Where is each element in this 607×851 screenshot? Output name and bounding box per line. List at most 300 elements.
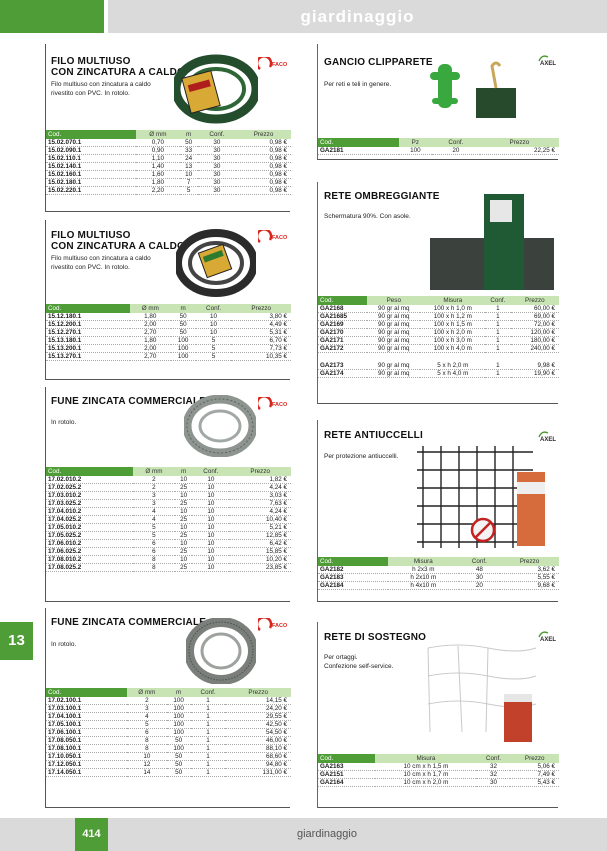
bird-net-image: [413, 442, 553, 550]
table-cell: 100: [167, 745, 191, 753]
table-cell: 100 x h 4,0 m: [420, 345, 485, 353]
table-cell: 17.06.010.2: [46, 540, 133, 548]
product-description: Filo multiuso con zincatura a caldo: [51, 81, 151, 88]
column-header: Prezzo: [500, 557, 559, 566]
table-cell: 1: [191, 729, 226, 737]
table-cell: 8: [127, 737, 166, 745]
table-cell: 30: [198, 155, 236, 163]
table-row: [318, 362, 559, 370]
table-cell: 7,49 €: [510, 771, 559, 779]
svg-text:FACO: FACO: [272, 402, 288, 408]
product-description: Filo multiuso con zincatura a caldo: [51, 255, 151, 262]
table-cell: 0,90: [136, 147, 180, 155]
table-cell: 17.14.050.1: [46, 769, 127, 777]
svg-text:FACO: FACO: [272, 623, 288, 629]
table-cell: 17.12.050.1: [46, 761, 127, 769]
table-cell: 9,98 €: [511, 362, 559, 370]
column-header: Pz: [399, 138, 432, 147]
product-description: Per reti e teli in genere.: [324, 81, 392, 88]
table-cell: 1: [191, 761, 226, 769]
table-cell: 10: [196, 313, 232, 321]
table-cell: 5,06 €: [510, 763, 559, 771]
product-panel-fune-2: [45, 608, 290, 808]
product-panel-rete-ombreggiante: [317, 182, 558, 404]
table-cell: 15.02.090.1: [46, 147, 136, 155]
page-number: 414: [75, 818, 108, 851]
table-cell: 32: [476, 771, 510, 779]
table-cell: 54,50 €: [225, 729, 291, 737]
clip-hook-image: [428, 58, 520, 122]
table-cell: 50: [167, 753, 191, 761]
product-title: FILO MULTIUSO: [51, 230, 131, 241]
product-title: FUNE ZINCATA COMMERCIALE: [51, 617, 207, 628]
table-cell: 72,00 €: [511, 321, 559, 329]
table-cell: GA2173: [318, 362, 367, 370]
product-panel-rete-antiuccelli: [317, 420, 558, 602]
table-row: [46, 500, 291, 508]
table-cell: 29,55 €: [225, 713, 291, 721]
table-cell: 24,20 €: [225, 705, 291, 713]
table-cell: 10: [192, 492, 229, 500]
product-description-line2: Confezione self-service.: [324, 663, 394, 670]
table-cell: 69,00 €: [511, 313, 559, 321]
table-cell: 24: [180, 155, 198, 163]
table-cell: 3,62 €: [500, 566, 559, 574]
table-cell: 90 gr al mq: [367, 362, 420, 370]
table-cell: 20: [459, 582, 500, 590]
table-row: [46, 139, 291, 147]
product-panel-fune-1: [45, 387, 290, 602]
product-table: [46, 304, 291, 361]
table-cell: h 2x10 m: [388, 574, 459, 582]
product-description: Per ortaggi.: [324, 654, 358, 661]
column-header: Cod.: [46, 304, 130, 313]
table-cell: 90 gr al mq: [367, 305, 420, 313]
table-cell: 13: [180, 163, 198, 171]
table-row: [46, 147, 291, 155]
table-cell: 1: [191, 713, 226, 721]
table-cell: h 2x3 m: [388, 566, 459, 574]
table-cell: 17.02.010.2: [46, 476, 133, 484]
table-cell: 0,98 €: [236, 139, 291, 147]
table-row: [318, 779, 559, 787]
svg-text:AXEL: AXEL: [540, 637, 557, 643]
table-cell: 3: [133, 500, 175, 508]
column-header: Ø mm: [130, 304, 171, 313]
table-cell: 15.02.140.1: [46, 163, 136, 171]
table-cell: 60,00 €: [511, 305, 559, 313]
table-cell: 15.13.270.1: [46, 353, 130, 361]
table-cell: 15.02.220.1: [46, 187, 136, 195]
table-cell: 25: [175, 532, 192, 540]
table-row: [318, 313, 559, 321]
column-header: Prezzo: [510, 754, 559, 763]
table-cell: 17.04.010.2: [46, 508, 133, 516]
table-cell: 3,03 €: [229, 492, 291, 500]
table-cell: 1: [191, 737, 226, 745]
table-cell: 10: [127, 753, 166, 761]
table-cell: 90 gr al mq: [367, 337, 420, 345]
header-accent: [0, 0, 104, 33]
product-title-line2: CON ZINCATURA A CALDO: [51, 67, 185, 78]
table-cell: 22,25 €: [480, 147, 559, 155]
table-cell: 5: [196, 353, 232, 361]
table-cell: 10: [192, 532, 229, 540]
column-header: Cod.: [318, 296, 367, 305]
product-table: [46, 130, 291, 195]
table-cell: [511, 353, 559, 362]
table-cell: 100 x h 1,0 m: [420, 305, 485, 313]
table-row: [46, 329, 291, 337]
table-cell: 19,90 €: [511, 369, 559, 377]
table-cell: 30: [198, 163, 236, 171]
column-header: Conf.: [198, 130, 236, 139]
support-net-image: [418, 632, 538, 744]
table-cell: 50: [171, 313, 196, 321]
table-cell: 5,55 €: [500, 574, 559, 582]
table-cell: 90 gr al mq: [367, 313, 420, 321]
table-cell: 17.02.100.1: [46, 697, 127, 705]
column-header: Misura: [388, 557, 459, 566]
product-table: [318, 296, 559, 378]
table-cell: 50: [171, 321, 196, 329]
table-cell: 1,10: [136, 155, 180, 163]
table-cell: 3: [127, 705, 166, 713]
column-header: Prezzo: [231, 304, 291, 313]
table-cell: 17.05.100.1: [46, 721, 127, 729]
table-cell: 30: [198, 147, 236, 155]
table-cell: 5: [196, 337, 232, 345]
table-cell: 15.02.070.1: [46, 139, 136, 147]
footer-label: giardinaggio: [297, 828, 357, 840]
table-cell: 50: [180, 139, 198, 147]
table-cell: [420, 353, 485, 362]
product-title: RETE DI SOSTEGNO: [324, 632, 427, 643]
table-cell: 17.03.100.1: [46, 705, 127, 713]
table-cell: 0,98 €: [236, 155, 291, 163]
wire-coil-image: [176, 228, 256, 298]
table-cell: 7: [180, 179, 198, 187]
table-cell: 5: [127, 721, 166, 729]
table-row: [46, 532, 291, 540]
table-row: [318, 329, 559, 337]
column-header: Misura: [375, 754, 476, 763]
product-description: In rotolo.: [51, 419, 77, 426]
table-cell: 2,00: [130, 345, 171, 353]
rope-coil-image: [184, 395, 256, 457]
table-cell: 15.12.200.1: [46, 321, 130, 329]
product-panel-filo-2: [45, 220, 290, 380]
table-cell: 2: [127, 697, 166, 705]
table-cell: 12: [127, 761, 166, 769]
chapter-tab: 13: [0, 622, 33, 660]
table-cell: 25: [175, 500, 192, 508]
table-cell: 30: [459, 574, 500, 582]
table-cell: 1,40: [136, 163, 180, 171]
table-cell: 4,24 €: [229, 508, 291, 516]
table-cell: 6: [127, 729, 166, 737]
faco-logo: [258, 618, 290, 633]
table-row: [46, 761, 291, 769]
table-cell: 10,20 €: [229, 556, 291, 564]
table-cell: 17.06.025.2: [46, 548, 133, 556]
table-cell: 88,10 €: [225, 745, 291, 753]
table-cell: 10: [192, 564, 229, 572]
table-cell: 5 x h 2,0 m: [420, 362, 485, 370]
table-row: [46, 492, 291, 500]
product-title: GANCIO CLIPPARETE: [324, 57, 433, 68]
product-title-line2: CON ZINCATURA A CALDO: [51, 241, 185, 252]
table-cell: 2,20: [136, 187, 180, 195]
table-cell: GA2183: [318, 574, 388, 582]
table-cell: 17.08.100.1: [46, 745, 127, 753]
table-cell: 10: [175, 540, 192, 548]
table-cell: 100 x h 1,5 m: [420, 321, 485, 329]
table-cell: 100 x h 3,0 m: [420, 337, 485, 345]
table-row: [318, 353, 559, 362]
table-cell: 131,00 €: [225, 769, 291, 777]
table-cell: 90 gr al mq: [367, 321, 420, 329]
table-cell: 1: [485, 369, 511, 377]
table-cell: GA2174: [318, 369, 367, 377]
table-cell: 10 cm x h 1,7 m: [375, 771, 476, 779]
table-cell: 10: [175, 508, 192, 516]
table-cell: 1: [191, 753, 226, 761]
table-cell: 5,43 €: [510, 779, 559, 787]
product-table: [318, 138, 559, 155]
table-cell: 6: [133, 548, 175, 556]
product-table: [318, 754, 559, 787]
table-cell: 46,00 €: [225, 737, 291, 745]
product-title: RETE OMBREGGIANTE: [324, 191, 440, 202]
product-title: RETE ANTIUCCELLI: [324, 430, 423, 441]
table-cell: 1: [485, 362, 511, 370]
table-cell: [485, 353, 511, 362]
table-cell: 5: [133, 532, 175, 540]
table-cell: 4: [127, 713, 166, 721]
column-header: Ø mm: [133, 467, 175, 476]
table-cell: 90 gr al mq: [367, 329, 420, 337]
table-cell: 17.04.100.1: [46, 713, 127, 721]
svg-text:FACO: FACO: [272, 62, 288, 68]
table-cell: 0,98 €: [236, 179, 291, 187]
table-row: [318, 763, 559, 771]
product-table: [46, 467, 291, 572]
column-header: Prezzo: [236, 130, 291, 139]
table-cell: 30: [198, 171, 236, 179]
table-cell: 4: [133, 508, 175, 516]
table-row: [318, 574, 559, 582]
table-cell: 100: [167, 697, 191, 705]
table-cell: 90 gr al mq: [367, 369, 420, 377]
column-header: m: [175, 467, 192, 476]
table-cell: 30: [198, 139, 236, 147]
table-cell: GA2163: [318, 763, 375, 771]
table-cell: 0,70: [136, 139, 180, 147]
table-cell: 1,80: [136, 179, 180, 187]
column-header: m: [180, 130, 198, 139]
table-cell: 10 cm x h 2,0 m: [375, 779, 476, 787]
table-cell: GA2171: [318, 337, 367, 345]
table-cell: 240,00 €: [511, 345, 559, 353]
table-cell: 1: [485, 329, 511, 337]
table-row: [46, 729, 291, 737]
column-header: Cod.: [46, 130, 136, 139]
table-row: [318, 566, 559, 574]
table-cell: 7,63 €: [229, 500, 291, 508]
product-panel-filo-1: [45, 44, 290, 212]
table-cell: GA2168: [318, 305, 367, 313]
column-header: Conf.: [192, 467, 229, 476]
table-cell: 100: [399, 147, 432, 155]
table-cell: 25: [175, 484, 192, 492]
table-cell: 1,80: [130, 313, 171, 321]
product-title: FUNE ZINCATA COMMERCIALE: [51, 396, 207, 407]
table-cell: 14,15 €: [225, 697, 291, 705]
table-cell: GA2169: [318, 321, 367, 329]
table-cell: 0,98 €: [236, 163, 291, 171]
product-description: In rotolo.: [51, 641, 77, 648]
table-row: [318, 369, 559, 377]
table-cell: 25: [175, 516, 192, 524]
table-cell: 1: [485, 305, 511, 313]
table-cell: 100: [171, 345, 196, 353]
table-cell: 6,70 €: [231, 337, 291, 345]
table-cell: 42,50 €: [225, 721, 291, 729]
table-cell: 17.08.025.2: [46, 564, 133, 572]
table-row: [46, 713, 291, 721]
column-header: Cod.: [318, 138, 399, 147]
table-cell: h 4x10 m: [388, 582, 459, 590]
table-cell: 17.10.050.1: [46, 753, 127, 761]
table-cell: 10: [175, 492, 192, 500]
table-cell: 1: [485, 337, 511, 345]
table-cell: 1: [485, 345, 511, 353]
axel-logo: [536, 628, 558, 644]
table-cell: 50: [171, 329, 196, 337]
product-panel-rete-sostegno: [317, 622, 558, 808]
table-cell: 10: [196, 321, 232, 329]
table-cell: 12,85 €: [229, 532, 291, 540]
table-cell: 0,98 €: [236, 171, 291, 179]
column-header: m: [171, 304, 196, 313]
table-cell: 17.03.025.2: [46, 500, 133, 508]
table-cell: 4,49 €: [231, 321, 291, 329]
table-cell: 10: [192, 516, 229, 524]
column-header: Misura: [420, 296, 485, 305]
table-cell: 15.12.180.1: [46, 313, 130, 321]
table-cell: 10: [192, 500, 229, 508]
table-cell: 10,40 €: [229, 516, 291, 524]
column-header: Cod.: [318, 557, 388, 566]
faco-logo: [258, 57, 290, 72]
table-cell: 10: [192, 484, 229, 492]
table-cell: 100: [167, 721, 191, 729]
table-cell: 1: [191, 721, 226, 729]
table-cell: GA2184: [318, 582, 388, 590]
column-header: Peso: [367, 296, 420, 305]
table-row: [46, 353, 291, 361]
column-header: Conf.: [191, 688, 226, 697]
table-cell: 25: [175, 564, 192, 572]
table-cell: 15.02.110.1: [46, 155, 136, 163]
table-cell: 1,80: [130, 337, 171, 345]
faco-logo: [258, 397, 290, 412]
table-cell: 94,80 €: [225, 761, 291, 769]
column-header: Cod.: [46, 467, 133, 476]
page-header-title: giardinaggio: [108, 0, 607, 33]
column-header: Cod.: [318, 754, 375, 763]
table-cell: GA2182: [318, 566, 388, 574]
table-row: [46, 737, 291, 745]
table-row: [46, 337, 291, 345]
table-cell: 100: [171, 353, 196, 361]
table-cell: 3,80 €: [231, 313, 291, 321]
table-cell: GA2170: [318, 329, 367, 337]
table-row: [46, 745, 291, 753]
table-row: [46, 721, 291, 729]
table-cell: 7,73 €: [231, 345, 291, 353]
table-row: [46, 564, 291, 572]
table-cell: 5: [180, 187, 198, 195]
table-cell: 15,85 €: [229, 548, 291, 556]
table-row: [46, 753, 291, 761]
table-row: [46, 187, 291, 195]
table-cell: 10: [192, 548, 229, 556]
table-row: [46, 163, 291, 171]
table-row: [318, 771, 559, 779]
table-cell: 180,00 €: [511, 337, 559, 345]
column-header: Ø mm: [136, 130, 180, 139]
table-cell: 1: [191, 745, 226, 753]
table-cell: GA2151: [318, 771, 375, 779]
table-row: [46, 345, 291, 353]
table-row: [46, 548, 291, 556]
table-cell: 4: [133, 516, 175, 524]
table-cell: 5 x h 4,0 m: [420, 369, 485, 377]
table-cell: GA21685: [318, 313, 367, 321]
table-cell: 15.02.160.1: [46, 171, 136, 179]
table-cell: 10: [175, 524, 192, 532]
table-cell: 10: [180, 171, 198, 179]
table-cell: 5,21 €: [229, 524, 291, 532]
table-row: [318, 147, 559, 155]
table-cell: 100: [167, 713, 191, 721]
table-cell: 20: [432, 147, 480, 155]
table-cell: [367, 353, 420, 362]
column-header: Conf.: [196, 304, 232, 313]
table-cell: 10: [175, 476, 192, 484]
wire-coil-image: [174, 54, 258, 124]
table-row: [46, 556, 291, 564]
table-cell: 8: [133, 556, 175, 564]
table-cell: 120,00 €: [511, 329, 559, 337]
faco-logo: [258, 230, 290, 245]
product-title: FILO MULTIUSO: [51, 56, 131, 67]
table-cell: 17.06.100.1: [46, 729, 127, 737]
table-row: [46, 697, 291, 705]
table-row: [318, 582, 559, 590]
product-description-line2: rivestito con PVC. In rotolo.: [51, 264, 130, 271]
table-cell: GA2164: [318, 779, 375, 787]
svg-text:AXEL: AXEL: [540, 437, 557, 443]
table-cell: 2,70: [130, 329, 171, 337]
table-cell: 100: [171, 337, 196, 345]
table-cell: 14: [127, 769, 166, 777]
column-header: Cod.: [46, 688, 127, 697]
column-header: Prezzo: [480, 138, 559, 147]
table-row: [46, 179, 291, 187]
